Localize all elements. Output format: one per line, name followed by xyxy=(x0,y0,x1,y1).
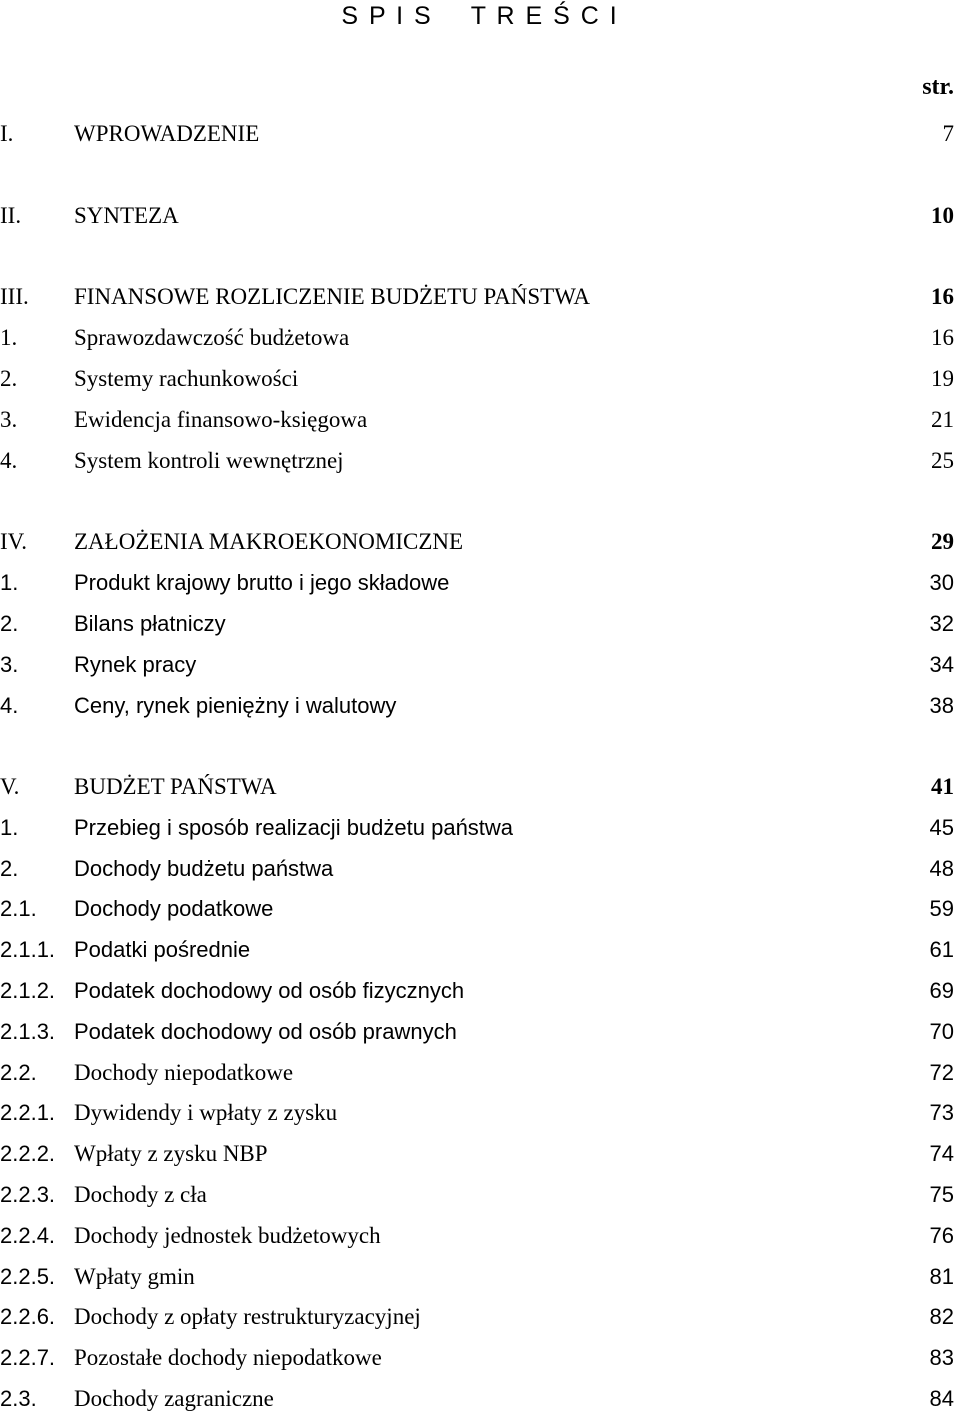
toc-entry-number: 2.1.3. xyxy=(0,1019,56,1044)
toc-entry-number: 4. xyxy=(0,448,18,473)
toc-entry-number: 2.1.1. xyxy=(0,937,56,962)
toc-entry-page: 48 xyxy=(929,856,954,881)
toc-entry-title: Ceny, rynek pieniężny i walutowy xyxy=(74,693,397,718)
toc-entry-number: 2.2. xyxy=(0,1060,37,1085)
toc-entry-title: Wpłaty z zysku NBP xyxy=(74,1141,268,1166)
toc-entry-page: 73 xyxy=(929,1100,954,1125)
toc-entry-page: 72 xyxy=(929,1060,954,1085)
toc-entry-number: 4. xyxy=(0,693,19,718)
toc-entry-number: 2.2.6. xyxy=(0,1304,56,1329)
toc-entry[interactable] xyxy=(0,318,960,358)
toc-entry[interactable] xyxy=(0,971,960,1011)
toc-entry-title: Dochody jednostek budżetowych xyxy=(74,1223,381,1248)
toc-entry-title: Produkt krajowy brutto i jego składowe xyxy=(74,570,450,595)
toc-entry-number: 1. xyxy=(0,815,19,840)
toc-entry-page: 16 xyxy=(931,284,954,309)
toc-entry[interactable] xyxy=(0,889,960,929)
toc-entry[interactable] xyxy=(0,196,960,236)
toc-entry-title: Dywidendy i wpłaty z zysku xyxy=(74,1100,338,1125)
toc-entry-page: 81 xyxy=(929,1264,954,1289)
toc-entry-page: 32 xyxy=(929,611,954,636)
toc-entry[interactable] xyxy=(0,1297,960,1337)
toc-entry[interactable] xyxy=(0,1134,960,1174)
toc-entry-title: WPROWADZENIE xyxy=(74,121,260,146)
toc-entry-number: IV. xyxy=(0,529,28,554)
toc-entry-page: 70 xyxy=(929,1019,954,1044)
toc-entry-number: 2.1. xyxy=(0,896,37,921)
toc-entry-number: 3. xyxy=(0,652,19,677)
toc-entry-page: 76 xyxy=(929,1223,954,1248)
toc-entry-title: Rynek pracy xyxy=(74,652,197,677)
toc-entry-title: ZAŁOŻENIA MAKROEKONOMICZNE xyxy=(74,529,464,554)
toc-entry[interactable] xyxy=(0,849,960,889)
toc-title-word1: S P I S xyxy=(341,2,433,30)
toc-entry-number: III. xyxy=(0,284,29,309)
toc-entry-number: I. xyxy=(0,121,14,146)
toc-entry-page: 25 xyxy=(931,448,954,473)
toc-entry-page: 29 xyxy=(931,529,954,554)
toc-entry-page: 59 xyxy=(929,896,954,921)
toc-title xyxy=(0,2,960,31)
toc-entry-number: 2.2.2. xyxy=(0,1141,56,1166)
toc-entry-number: 2.1.2. xyxy=(0,978,56,1003)
toc-entry[interactable] xyxy=(0,1257,960,1297)
toc-entry-number: 2. xyxy=(0,366,18,391)
toc-entry-title: Dochody niepodatkowe xyxy=(74,1060,294,1085)
toc-entry-page: 75 xyxy=(929,1182,954,1207)
toc-entry-title: Systemy rachunkowości xyxy=(74,366,299,391)
toc-entry-title: Dochody podatkowe xyxy=(74,896,274,921)
toc-entry-page: 84 xyxy=(929,1386,954,1411)
toc-entry-number: 2. xyxy=(0,611,19,636)
toc-entry[interactable] xyxy=(0,1175,960,1215)
toc-entry-title: Pozostałe dochody niepodatkowe xyxy=(74,1345,382,1370)
toc-entry-title: System kontroli wewnętrznej xyxy=(74,448,344,473)
toc-entry-title: Dochody budżetu państwa xyxy=(74,856,334,881)
toc-entry[interactable] xyxy=(0,441,960,481)
toc-entry-title: BUDŻET PAŃSTWA xyxy=(74,774,277,799)
toc-entry[interactable] xyxy=(0,930,960,970)
toc-entry-page: 19 xyxy=(931,366,954,391)
toc-entry-page: 83 xyxy=(929,1345,954,1370)
toc-entry-page: 74 xyxy=(929,1141,954,1166)
toc-entry[interactable] xyxy=(0,1338,960,1378)
toc-entry-page: 82 xyxy=(929,1304,954,1329)
toc-entry[interactable] xyxy=(0,563,960,603)
toc-entry-number: 2. xyxy=(0,856,19,881)
toc-entry-title: Podatek dochodowy od osób prawnych xyxy=(74,1019,457,1044)
toc-entry-number: 1. xyxy=(0,570,19,595)
toc-entry-number: II. xyxy=(0,203,22,228)
toc-entry[interactable] xyxy=(0,645,960,685)
toc-title-word2: T R E Ś C I xyxy=(470,2,619,30)
toc-entry-title: Bilans płatniczy xyxy=(74,611,226,636)
toc-entry[interactable] xyxy=(0,522,960,562)
toc-entry-page: 41 xyxy=(931,774,954,799)
toc-entry-title: Sprawozdawczość budżetowa xyxy=(74,325,350,350)
toc-entry-page: 34 xyxy=(929,652,954,677)
toc-entry-page: 7 xyxy=(942,121,954,146)
toc-entry-number: 2.2.3. xyxy=(0,1182,56,1207)
toc-entry-number: 2.3. xyxy=(0,1386,37,1411)
toc-entry-title: Podatki pośrednie xyxy=(74,937,251,962)
toc-entry-title: Dochody z cła xyxy=(74,1182,207,1207)
toc-entry-page: 30 xyxy=(929,570,954,595)
toc-entry-title: Dochody zagraniczne xyxy=(74,1386,274,1411)
toc-entry-title: Dochody z opłaty restrukturyzacyjnej xyxy=(74,1304,421,1329)
toc-entry[interactable] xyxy=(0,686,960,726)
toc-entry-number: 1. xyxy=(0,325,18,350)
toc-entry-number: 2.2.7. xyxy=(0,1345,56,1370)
toc-entry[interactable] xyxy=(0,400,960,440)
toc-entry-title: Wpłaty gmin xyxy=(74,1264,195,1289)
toc-entry[interactable] xyxy=(0,1093,960,1133)
toc-entry-page: 10 xyxy=(931,203,954,228)
toc-entry[interactable] xyxy=(0,114,960,154)
toc-entry-page: 45 xyxy=(929,815,954,840)
toc-entry-number: 3. xyxy=(0,407,18,432)
page-column-label: str. xyxy=(922,74,954,100)
toc-entry-title: Przebieg i sposób realizacji budżetu państwa xyxy=(74,815,514,840)
toc-entry-title: SYNTEZA xyxy=(74,203,179,228)
toc-entry-title: FINANSOWE ROZLICZENIE BUDŻETU PAŃSTWA xyxy=(74,284,590,309)
toc-entry[interactable] xyxy=(0,808,960,848)
toc-entry-page: 69 xyxy=(929,978,954,1003)
toc-entry[interactable] xyxy=(0,277,960,317)
toc-entry[interactable] xyxy=(0,1379,960,1419)
toc-entry-page: 38 xyxy=(929,693,954,718)
toc-entry-number: V. xyxy=(0,774,20,799)
toc-entry-number: 2.2.1. xyxy=(0,1100,56,1125)
toc-entry-page: 16 xyxy=(931,325,954,350)
toc-entry[interactable] xyxy=(0,604,960,644)
toc-entry[interactable] xyxy=(0,767,960,807)
toc-entry[interactable] xyxy=(0,1216,960,1256)
toc-entry-page: 61 xyxy=(929,937,954,962)
toc-entry-number: 2.2.5. xyxy=(0,1264,56,1289)
toc-entry-title: Ewidencja finansowo-księgowa xyxy=(74,407,368,432)
toc-entry-page: 21 xyxy=(931,407,954,432)
toc-entry-title: Podatek dochodowy od osób fizycznych xyxy=(74,978,465,1003)
toc-entry[interactable] xyxy=(0,359,960,399)
toc-entry[interactable] xyxy=(0,1053,960,1093)
toc-entry[interactable] xyxy=(0,1012,960,1052)
toc-entry-number: 2.2.4. xyxy=(0,1223,56,1248)
